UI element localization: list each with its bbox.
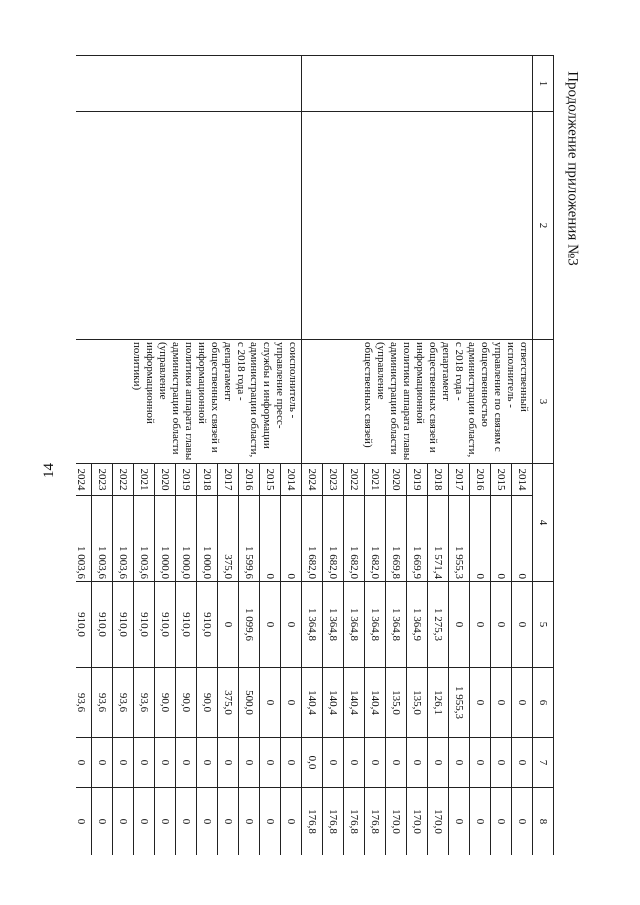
federal-cell: 1 364,8 [365, 582, 386, 668]
other-cell: 0 [197, 788, 218, 856]
total-cell: 0 [281, 496, 302, 582]
other-cell: 170,0 [407, 788, 428, 856]
total-cell: 1 003,6 [113, 496, 134, 582]
federal-cell: 1 364,8 [386, 582, 407, 668]
regional-cell: 0 [512, 668, 533, 738]
federal-cell: 0 [218, 582, 239, 668]
regional-cell: 90,0 [176, 668, 197, 738]
federal-cell: 910,0 [197, 582, 218, 668]
other-cell: 0 [76, 788, 92, 856]
local-cell: 0 [344, 738, 365, 788]
other-cell: 0 [260, 788, 281, 856]
federal-cell: 910,0 [76, 582, 92, 668]
local-cell: 0 [155, 738, 176, 788]
regional-cell: 500,0 [239, 668, 260, 738]
regional-cell: 90,0 [197, 668, 218, 738]
year-cell: 2019 [176, 464, 197, 496]
total-cell: 1 599,6 [239, 496, 260, 582]
year-cell: 2024 [76, 464, 92, 496]
regional-cell: 0 [470, 668, 491, 738]
local-cell: 0 [134, 738, 155, 788]
total-cell: 1 955,3 [449, 496, 470, 582]
total-cell: 0 [512, 496, 533, 582]
federal-cell: 910,0 [176, 582, 197, 668]
appendix-title: Продолжение приложения №3 [564, 71, 581, 266]
year-cell: 2023 [323, 464, 344, 496]
other-cell: 0 [218, 788, 239, 856]
other-cell: 0 [239, 788, 260, 856]
regional-cell: 140,4 [302, 668, 323, 738]
federal-cell: 1 364,8 [344, 582, 365, 668]
federal-cell: 1 099,6 [239, 582, 260, 668]
regional-cell: 140,4 [323, 668, 344, 738]
other-cell: 170,0 [386, 788, 407, 856]
other-cell: 176,8 [323, 788, 344, 856]
local-cell: 0 [365, 738, 386, 788]
local-cell: 0 [386, 738, 407, 788]
regional-cell: 90,0 [155, 668, 176, 738]
total-cell: 375,0 [218, 496, 239, 582]
federal-cell: 910,0 [134, 582, 155, 668]
federal-cell: 0 [512, 582, 533, 668]
local-cell: 0 [428, 738, 449, 788]
federal-cell: 910,0 [155, 582, 176, 668]
col1-cell [76, 56, 302, 112]
year-cell: 2017 [218, 464, 239, 496]
header-cell: 6 [533, 668, 554, 738]
other-cell: 0 [92, 788, 113, 856]
federal-cell: 1 275,3 [428, 582, 449, 668]
total-cell: 1 003,6 [92, 496, 113, 582]
year-cell: 2016 [239, 464, 260, 496]
table-row [512, 56, 533, 856]
total-cell: 1 571,4 [428, 496, 449, 582]
table-area [76, 55, 554, 855]
regional-cell: 1 955,3 [449, 668, 470, 738]
header-row [533, 56, 554, 856]
table-row [281, 56, 302, 856]
local-cell: 0 [218, 738, 239, 788]
regional-cell: 375,0 [218, 668, 239, 738]
federal-cell: 0 [281, 582, 302, 668]
local-cell: 0 [470, 738, 491, 788]
other-cell: 0 [512, 788, 533, 856]
appendix-title-wrap [562, 70, 582, 270]
total-cell: 0 [491, 496, 512, 582]
col2-cell [76, 112, 302, 340]
header-cell: 7 [533, 738, 554, 788]
federal-cell: 0 [260, 582, 281, 668]
total-cell: 1 000,0 [197, 496, 218, 582]
other-cell: 176,8 [302, 788, 323, 856]
regional-cell: 126,1 [428, 668, 449, 738]
local-cell: 0 [491, 738, 512, 788]
total-cell: 1 000,0 [155, 496, 176, 582]
total-cell: 1 682,0 [365, 496, 386, 582]
other-cell: 0 [491, 788, 512, 856]
year-cell: 2014 [512, 464, 533, 496]
federal-cell: 0 [470, 582, 491, 668]
year-cell: 2020 [155, 464, 176, 496]
year-cell: 2020 [386, 464, 407, 496]
regional-cell: 140,4 [344, 668, 365, 738]
total-cell: 1 003,6 [134, 496, 155, 582]
other-cell: 170,0 [428, 788, 449, 856]
local-cell: 0 [113, 738, 134, 788]
federal-cell: 1 364,9 [407, 582, 428, 668]
federal-cell: 0 [491, 582, 512, 668]
regional-cell: 135,0 [386, 668, 407, 738]
regional-cell: 93,6 [134, 668, 155, 738]
regional-cell: 93,6 [92, 668, 113, 738]
other-cell: 0 [113, 788, 134, 856]
col1-cell [302, 56, 533, 112]
local-cell: 0 [260, 738, 281, 788]
total-cell: 1 000,0 [176, 496, 197, 582]
header-cell: 3 [533, 340, 554, 464]
year-cell: 2023 [92, 464, 113, 496]
local-cell: 0 [449, 738, 470, 788]
local-cell: 0 [176, 738, 197, 788]
total-cell: 1 682,0 [302, 496, 323, 582]
col2-cell [302, 112, 533, 340]
other-cell: 176,8 [344, 788, 365, 856]
local-cell: 0 [239, 738, 260, 788]
year-cell: 2018 [428, 464, 449, 496]
other-cell: 176,8 [365, 788, 386, 856]
year-cell: 2022 [113, 464, 134, 496]
year-cell: 2015 [260, 464, 281, 496]
local-cell: 0 [512, 738, 533, 788]
executor-description: ответственный исполнитель - управление по связям с общественностью администрации области, с 2018 года - департамент общественных связей и информационной политики аппарата главы администрации области (управление общественных связей) [302, 340, 533, 464]
executor-description: соисполнитель - управление пресс-службы и информации администрации области, с 2018 года - департамент общественных связей и информационной политики аппарата главы администрации области (управление информационной политики) [76, 340, 302, 464]
year-cell: 2019 [407, 464, 428, 496]
local-cell: 0 [281, 738, 302, 788]
other-cell: 0 [176, 788, 197, 856]
regional-cell: 135,0 [407, 668, 428, 738]
header-cell: 1 [533, 56, 554, 112]
regional-cell: 140,4 [365, 668, 386, 738]
year-cell: 2024 [302, 464, 323, 496]
table-body [76, 56, 533, 856]
local-cell: 0 [407, 738, 428, 788]
federal-cell: 910,0 [113, 582, 134, 668]
year-cell: 2016 [470, 464, 491, 496]
year-cell: 2018 [197, 464, 218, 496]
other-cell: 0 [281, 788, 302, 856]
page-number: 14 [41, 463, 57, 478]
local-cell: 0 [197, 738, 218, 788]
other-cell: 0 [155, 788, 176, 856]
local-cell: 0,0 [302, 738, 323, 788]
year-cell: 2017 [449, 464, 470, 496]
year-cell: 2021 [365, 464, 386, 496]
federal-cell: 910,0 [92, 582, 113, 668]
header-cell: 2 [533, 112, 554, 340]
total-cell: 1 003,6 [76, 496, 92, 582]
year-cell: 2021 [134, 464, 155, 496]
regional-cell: 0 [491, 668, 512, 738]
local-cell: 0 [92, 738, 113, 788]
local-cell: 0 [76, 738, 92, 788]
regional-cell: 0 [281, 668, 302, 738]
total-cell: 0 [470, 496, 491, 582]
header-cell: 4 [533, 464, 554, 582]
regional-cell: 0 [260, 668, 281, 738]
rotated-table [76, 55, 554, 855]
year-cell: 2015 [491, 464, 512, 496]
header-cell: 5 [533, 582, 554, 668]
total-cell: 1 669,9 [407, 496, 428, 582]
local-cell: 0 [323, 738, 344, 788]
federal-cell: 1 364,8 [302, 582, 323, 668]
other-cell: 0 [449, 788, 470, 856]
other-cell: 0 [470, 788, 491, 856]
federal-cell: 1 364,8 [323, 582, 344, 668]
total-cell: 1 682,0 [323, 496, 344, 582]
total-cell: 1 682,0 [344, 496, 365, 582]
regional-cell: 93,6 [113, 668, 134, 738]
header-cell: 8 [533, 788, 554, 856]
other-cell: 0 [134, 788, 155, 856]
total-cell: 0 [260, 496, 281, 582]
regional-cell: 93,6 [76, 668, 92, 738]
year-cell: 2014 [281, 464, 302, 496]
total-cell: 1 669,8 [386, 496, 407, 582]
funding-table [76, 55, 554, 855]
federal-cell: 0 [449, 582, 470, 668]
year-cell: 2022 [344, 464, 365, 496]
